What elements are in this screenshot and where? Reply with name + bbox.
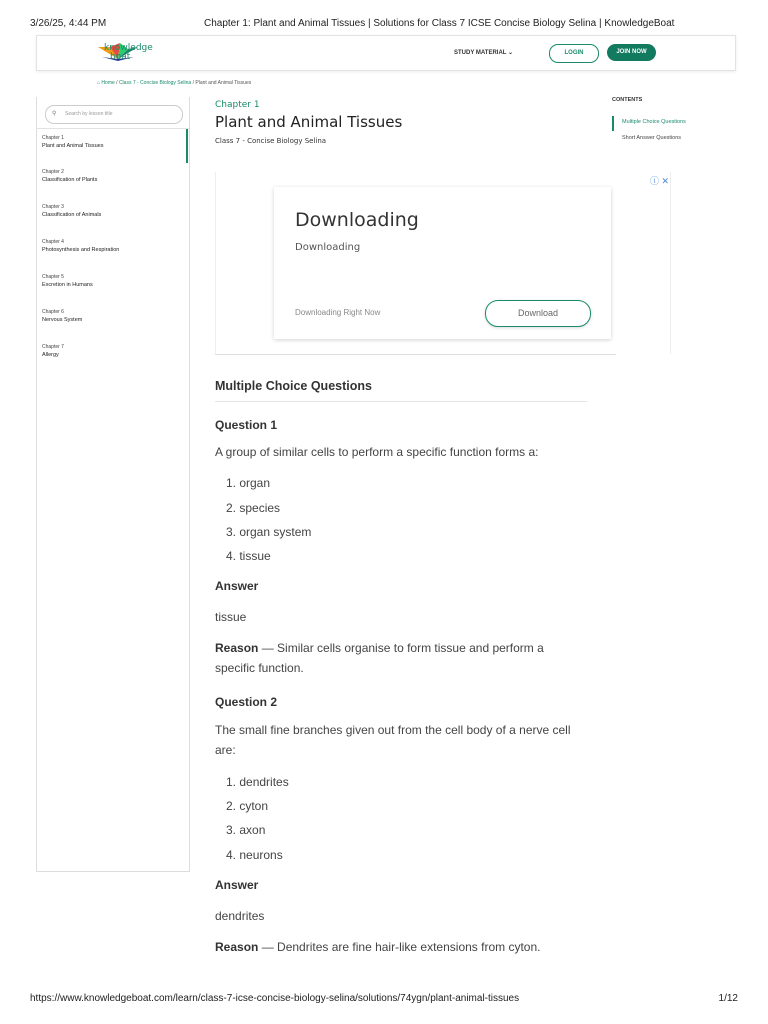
sidebar-item-chapter-6[interactable] (42, 309, 182, 324)
question-2-option-2: 2. cyton (226, 799, 269, 813)
print-tab-title: Chapter 1: Plant and Animal Tissues | Solutions for Class 7 ICSE Concise Biology Selina | KnowledgeBoat (204, 18, 675, 29)
print-page-counter: 1/12 (718, 993, 738, 1004)
sidebar-chapter-number: Chapter 2 (42, 169, 64, 175)
question-1-text: A group of similar cells to perform a specific function forms a: (215, 445, 539, 459)
question-1-option-4: 4. tissue (226, 549, 271, 563)
reason-text: — Similar cells organise to form tissue and perform a specific function. (215, 641, 544, 675)
question-2-answer: dendrites (215, 909, 265, 923)
question-1-answer-heading: Answer (215, 579, 259, 593)
question-1-option-3: 3. organ system (226, 525, 312, 539)
question-2-option-3: 3. axon (226, 823, 266, 837)
question-2-answer-heading: Answer (215, 878, 259, 892)
sidebar-item-chapter-2[interactable] (42, 169, 182, 184)
logo-line-1: knowledge (104, 43, 153, 53)
sidebar-chapter-label: Excretion in Humans (42, 282, 93, 288)
sidebar-item-chapter-3[interactable] (42, 204, 182, 219)
toc-heading: CONTENTS (612, 97, 643, 103)
chapter-kicker: Chapter 1 (215, 100, 260, 110)
ad-footer-text: Downloading Right Now (295, 308, 381, 317)
sidebar-chapter-label: Plant and Animal Tissues (42, 143, 104, 149)
ad-subtitle: Downloading (295, 242, 361, 253)
question-2-reason (215, 937, 587, 957)
question-2-heading: Question 2 (215, 695, 278, 709)
ad-title: Downloading (295, 209, 419, 231)
sidebar-chapter-label: Nervous System (42, 317, 83, 323)
ad-choices-close-icon[interactable]: ⓘ ✕ (650, 176, 670, 186)
sidebar-active-indicator (186, 129, 188, 163)
sidebar-divider (36, 128, 189, 129)
ad-download-button[interactable]: Download (485, 300, 591, 327)
question-1-option-2: 2. species (226, 501, 281, 515)
join-now-button[interactable]: JOIN NOW (607, 44, 656, 61)
breadcrumb-current: Plant and Animal Tissues (195, 80, 252, 86)
sidebar-chapter-number: Chapter 5 (42, 274, 64, 280)
print-footer (30, 993, 738, 1004)
chevron-down-icon: ⌄ (508, 50, 514, 56)
page-title: Plant and Animal Tissues (215, 113, 403, 131)
reason-text: — Dendrites are fine hair-like extensions from cyton. (258, 940, 541, 954)
toc-active-indicator (612, 116, 614, 131)
sidebar-item-chapter-7[interactable] (42, 344, 182, 359)
sidebar-chapter-number: Chapter 4 (42, 239, 64, 245)
question-2-option-4: 4. neurons (226, 848, 283, 862)
print-url: https://www.knowledgeboat.com/learn/class-7-icse-concise-biology-selina/solutions/74ygn/plant-animal-tissues (30, 993, 520, 1004)
question-1-answer: tissue (215, 610, 247, 624)
breadcrumb-home[interactable]: Home (101, 80, 115, 86)
question-2-option-1: 1. dendrites (226, 775, 289, 789)
question-2-text: The small fine branches given out from the cell body of a nerve cell are: (215, 723, 571, 757)
reason-label: Reason (215, 940, 259, 954)
breadcrumb: ⌂ Home / Class 7 - Concise Biology Selina / Plant and Animal Tissues (97, 80, 252, 86)
sidebar-chapter-label: Photosynthesis and Respiration (42, 247, 120, 253)
logo-line-2: boat (110, 52, 131, 62)
sidebar-item-chapter-1[interactable] (42, 135, 182, 150)
sidebar-chapter-label: Classification of Animals (42, 212, 102, 218)
question-1-reason (215, 638, 587, 678)
sidebar-chapter-number: Chapter 1 (42, 135, 64, 141)
breadcrumb-class[interactable]: Class 7 - Concise Biology Selina (118, 80, 192, 86)
toc-item-multiple-choice[interactable]: Multiple Choice Questions (622, 119, 686, 125)
logo-wordmark[interactable] (104, 44, 153, 62)
lesson-search-placeholder: Search by lesson title (65, 111, 113, 117)
toc-item-short-answer[interactable]: Short Answer Questions (622, 135, 682, 141)
reason-label: Reason (215, 641, 259, 655)
sidebar-chapter-number: Chapter 6 (42, 309, 64, 315)
login-button[interactable]: LOGIN (549, 44, 599, 63)
study-material-label: STUDY MATERIAL (454, 50, 507, 56)
study-material-menu[interactable] (454, 49, 513, 56)
ad-border (670, 172, 671, 354)
sidebar-item-chapter-4[interactable] (42, 239, 182, 254)
sidebar-chapter-number: Chapter 3 (42, 204, 64, 210)
sidebar-chapter-label: Allergy (42, 352, 59, 358)
section-divider (215, 401, 587, 402)
sidebar-item-chapter-5[interactable] (42, 274, 182, 289)
section-heading: Multiple Choice Questions (215, 379, 372, 393)
sidebar-chapter-number: Chapter 7 (42, 344, 64, 350)
question-1-option-1: 1. organ (226, 476, 271, 490)
print-datetime: 3/26/25, 4:44 PM (30, 18, 107, 29)
search-icon: ⚲ (52, 111, 57, 117)
question-1-heading: Question 1 (215, 418, 278, 432)
home-icon[interactable]: ⌂ (97, 80, 101, 86)
sidebar-chapter-label: Classification of Plants (42, 177, 98, 183)
page-subtitle: Class 7 - Concise Biology Selina (215, 137, 327, 145)
